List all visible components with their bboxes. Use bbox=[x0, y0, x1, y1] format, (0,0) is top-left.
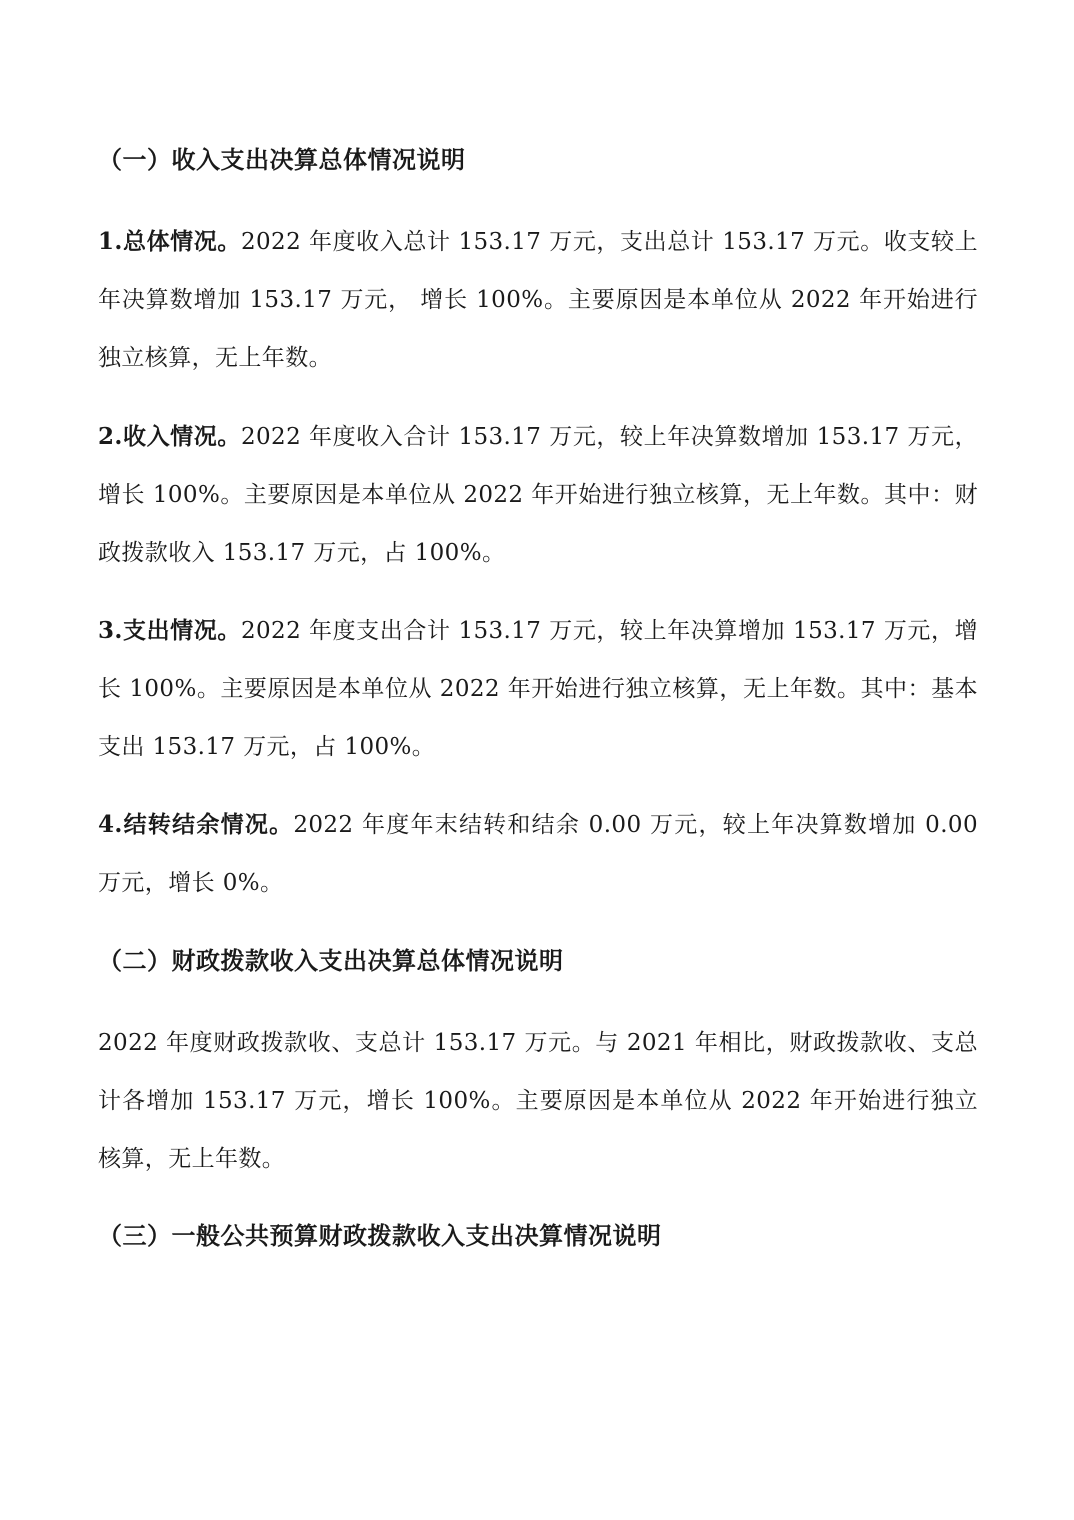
section-heading-3: （三）一般公共预算财政拨款收入支出决算情况说明 bbox=[98, 1221, 662, 1250]
paragraph-income-text: 2022 年度收入合计 153.17 万元，较上年决算数增加 153.17 万元，增长 100%。主要原因是本单位从 2022 年开始进行独立核算，无上年数。其中：财政拨款收入 153.17 万元，占 100%。 bbox=[98, 424, 978, 566]
paragraph-overall-text: 2022 年度收入总计 153.17 万元，支出总计 153.17 万元。收支较上年决算数增加 153.17 万元， 增长 100%。主要原因是本单位从 2022 年开始进行独立核算，无上年数。 bbox=[98, 229, 978, 371]
paragraph-carryover-text: 2022 年度年末结转和结余 0.00 万元，较上年决算数增加 0.00 万元，增长 0%。 bbox=[98, 812, 978, 896]
section-heading-1: （一）收入支出决算总体情况说明 bbox=[98, 145, 466, 174]
paragraph-overall bbox=[98, 213, 978, 387]
paragraph-fiscal-allocation bbox=[98, 1014, 978, 1188]
section-heading-2: （二）财政拨款收入支出决算总体情况说明 bbox=[98, 946, 564, 975]
paragraph-carryover bbox=[98, 796, 978, 912]
paragraph-carryover-lead: 4.结转结余情况。 bbox=[98, 811, 294, 838]
paragraph-fiscal-allocation-text: 2022 年度财政拨款收、支总计 153.17 万元。与 2021 年相比，财政拨款收、支总计各增加 153.17 万元，增长 100%。主要原因是本单位从 2022 年开始进行独立核算，无上年数。 bbox=[98, 1030, 978, 1172]
paragraph-expenditure-lead: 3.支出情况。 bbox=[98, 617, 241, 644]
paragraph-income bbox=[98, 408, 978, 582]
paragraph-overall-lead: 1.总体情况。 bbox=[98, 228, 241, 255]
paragraph-expenditure-text: 2022 年度支出合计 153.17 万元，较上年决算增加 153.17 万元，增长 100%。主要原因是本单位从 2022 年开始进行独立核算，无上年数。其中：基本支出 153.17 万元，占 100%。 bbox=[98, 618, 978, 760]
paragraph-income-lead: 2.收入情况。 bbox=[98, 423, 241, 450]
paragraph-expenditure bbox=[98, 602, 978, 776]
